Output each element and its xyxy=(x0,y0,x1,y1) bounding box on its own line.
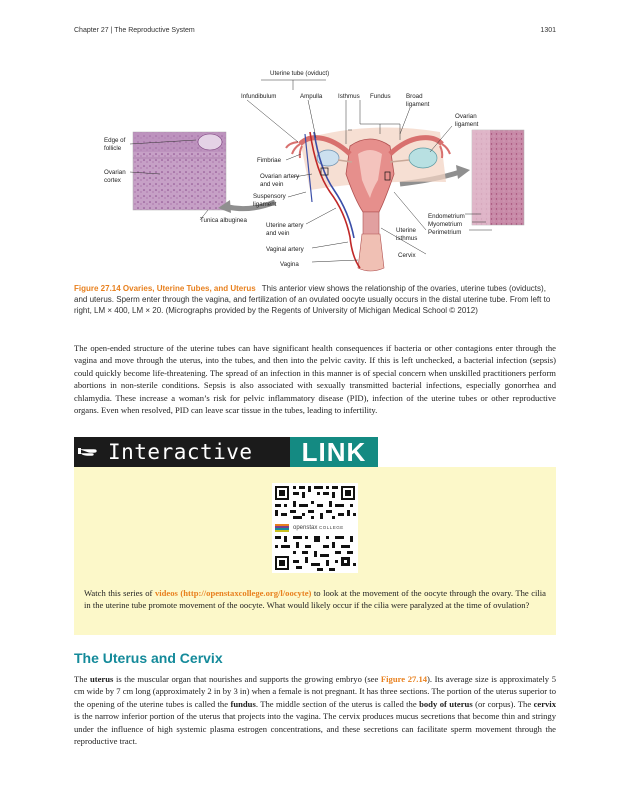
label-suspensory-1: Suspensory xyxy=(253,193,286,200)
label-fundus: Fundus xyxy=(370,93,391,100)
label-ovarian-artery-1: Ovarian artery xyxy=(260,173,300,180)
label-perimetrium: Perimetrium xyxy=(428,229,462,236)
label-isthmus: Isthmus xyxy=(338,93,360,100)
interactive-word: Interactive xyxy=(108,440,253,464)
label-broad-ligament-2: ligament xyxy=(406,101,430,108)
figure-caption-text: This anterior view shows the relationship of the ovaries, uterine tubes (oviducts), and uterus. Sperm enter through the vagina, and fertilization of an ovulated oocyte usually occurs in the distal uterine tube. From left to right, LM × 400, LM × 20. (Micrographs provided by the Regents of University of Michigan Medical School © 2012) xyxy=(74,284,551,315)
label-uterine-artery-1: Uterine artery xyxy=(266,222,304,229)
label-fimbriae: Fimbriae xyxy=(257,157,282,164)
label-uterine-artery-2: and vein xyxy=(266,230,290,237)
label-ovarian-cortex-2: cortex xyxy=(104,177,121,184)
interactive-link-box xyxy=(74,467,556,635)
label-uterine-isthmus-1: Uterine xyxy=(396,227,416,234)
vagina-shape xyxy=(358,234,384,271)
term-cervix: cervix xyxy=(533,698,556,709)
label-tunica-albuginea: Tunica albuginea xyxy=(200,217,247,224)
openstax-brand: openstax xyxy=(293,525,318,531)
interactive-link-text xyxy=(84,587,546,612)
interactive-link-banner xyxy=(74,437,378,467)
label-infundibulum: Infundibulum xyxy=(241,93,277,100)
reproductive-anatomy-illustration xyxy=(100,62,540,280)
label-endometrium: Endometrium xyxy=(428,213,465,220)
section-heading: The Uterus and Cervix xyxy=(74,650,223,666)
page-number: 1301 xyxy=(540,27,556,34)
qr-code-bottom xyxy=(272,533,358,573)
cervix-shape xyxy=(363,212,379,237)
pointing-hand-icon xyxy=(74,437,108,467)
figure-caption-title: Figure 27.14 Ovaries, Uterine Tubes, and Uterus xyxy=(74,284,256,293)
link-word: LINK xyxy=(290,437,378,467)
label-ovarian-ligament-2: ligament xyxy=(455,121,479,128)
label-vaginal-artery: Vaginal artery xyxy=(266,246,304,253)
body-paragraph: The open-ended structure of the uterine tubes can have significant health consequences if bacteria or other contagions enter through the vagina and move through the uterus, into the tubes, and then into the pelvic cavity. If this is left unchecked, a bacterial infection (sepsis) could quickly become life-threatening. The spread of an infection in this manner is of special concern when unskilled practitioners perform abortions in non-sterile conditions. Sepsis is also associated with sexually transmitted bacterial infections, especially gonorrhea and chlamydia. These increase a woman’s risk for pelvic inflammatory disease (PID), infection of the uterine tubes or other reproductive organs. Even when resolved, PID can leave scar tissue in the tubes, leading to infertility. xyxy=(74,343,556,416)
label-vagina: Vagina xyxy=(280,261,299,268)
label-ovarian-artery-2: and vein xyxy=(260,181,284,188)
label-ovarian-ligament-1: Ovarian xyxy=(455,113,477,120)
label-suspensory-2: ligament xyxy=(253,201,277,208)
qr-code-icon[interactable] xyxy=(272,483,358,573)
figure-caption xyxy=(74,283,556,316)
figure-reference-link[interactable]: Figure 27.14 xyxy=(380,674,428,684)
label-ovarian-cortex-1: Ovarian xyxy=(104,169,126,176)
openstax-suffix: COLLEGE xyxy=(319,525,344,530)
uterus-paragraph: The uterus is the muscular organ that nourishes and supports the growing embryo (see Figure 27.14). Its average size is approximately 5 cm wide by 7 cm long (approximately 2 in by 3 in) when a female is not pregnant. It has three sections. The portion of the uterus superior to the opening of the uterine tubes is called the fundus. The middle section of the uterus is called the body of uterus (or corpus). The cervix is the narrow inferior portion of the uterus that projects into the vagina. The cervix produces mucus secretions that become thin and stringy under the influence of high systemic plasma estrogen concentrations, and these secretions can facilitate sperm movement through the reproductive tract. xyxy=(74,674,556,747)
ilink-text-after: to look at the movement of the oocyte through the ovary. The cilia in the uterine tube promote movement of the oocyte. What would likely occur if the cilia were paralyzed at the time of ovulation? xyxy=(84,588,546,611)
label-edge-follicle-2: follicle xyxy=(104,145,122,152)
right-ovary xyxy=(409,148,437,168)
chapter-title: Chapter 27 | The Reproductive System xyxy=(74,27,195,34)
oocyte-videos-link[interactable]: videos (http://openstaxcollege.org/l/oocyte) xyxy=(154,588,312,598)
label-ampulla: Ampulla xyxy=(300,93,323,100)
term-uterus: uterus xyxy=(89,674,114,684)
label-uterine-tube: Uterine tube (oviduct) xyxy=(270,70,330,77)
qr-code-top xyxy=(272,483,358,523)
running-head xyxy=(74,27,556,37)
ilink-text-before: Watch this series of xyxy=(84,588,155,598)
openstax-logo xyxy=(272,523,358,533)
label-edge-follicle-1: Edge of xyxy=(104,137,126,144)
label-uterine-isthmus-2: isthmus xyxy=(396,235,418,242)
figure-27-14 xyxy=(100,62,540,280)
label-broad-ligament-1: Broad xyxy=(406,93,423,100)
term-fundus: fundus xyxy=(230,698,256,709)
term-body-of-uterus: body of uterus xyxy=(419,698,473,709)
label-cervix: Cervix xyxy=(398,252,416,259)
label-myometrium: Myometrium xyxy=(428,221,463,228)
